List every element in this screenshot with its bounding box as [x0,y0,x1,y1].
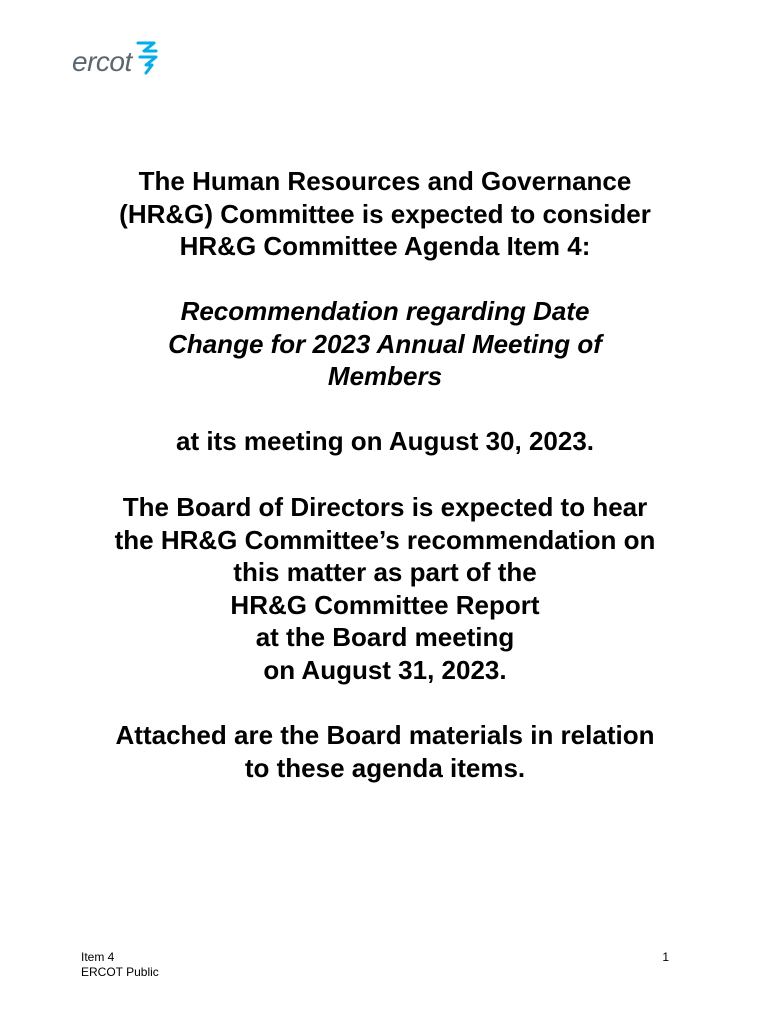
footer-info [81,950,159,980]
board-line: on August 31, 2023. [263,654,507,685]
intro-text [40,165,730,263]
ercot-swirl-icon [134,39,160,82]
board-line: at the Board meeting [255,622,515,652]
footer-classification: ERCOT Public [81,965,159,979]
meeting-line: at its meeting on August 30, 2023. [175,426,595,456]
intro-line: The Human Resources and Governance [138,166,632,196]
attached-text [40,719,730,784]
board-line: HR&G Committee Report [230,589,540,620]
intro-line: (HR&G) Committee is expected to consider [119,198,651,229]
footer-item-label: Item 4 [81,950,115,964]
intro-line: HR&G Committee Agenda Item 4: [179,231,591,261]
meeting-date-text [40,425,730,458]
agenda-item-title [40,295,730,393]
logo-wordmark: ercot [72,46,132,77]
agenda-title-line: Members [327,361,443,391]
attached-line: Attached are the Board materials in relation [115,720,655,750]
ercot-logo [72,40,160,84]
board-line: the HR&G Committee’s recommendation on [114,524,656,555]
agenda-title-line: Change for 2023 Annual Meeting of [168,328,602,359]
board-text [40,491,730,686]
board-line: this matter as part of the [233,557,537,587]
page-number: 1 [662,950,669,964]
attached-line: to these agenda items. [244,752,526,783]
board-line: The Board of Directors is expected to hear [122,492,648,522]
agenda-title-line: Recommendation regarding Date [180,296,590,326]
